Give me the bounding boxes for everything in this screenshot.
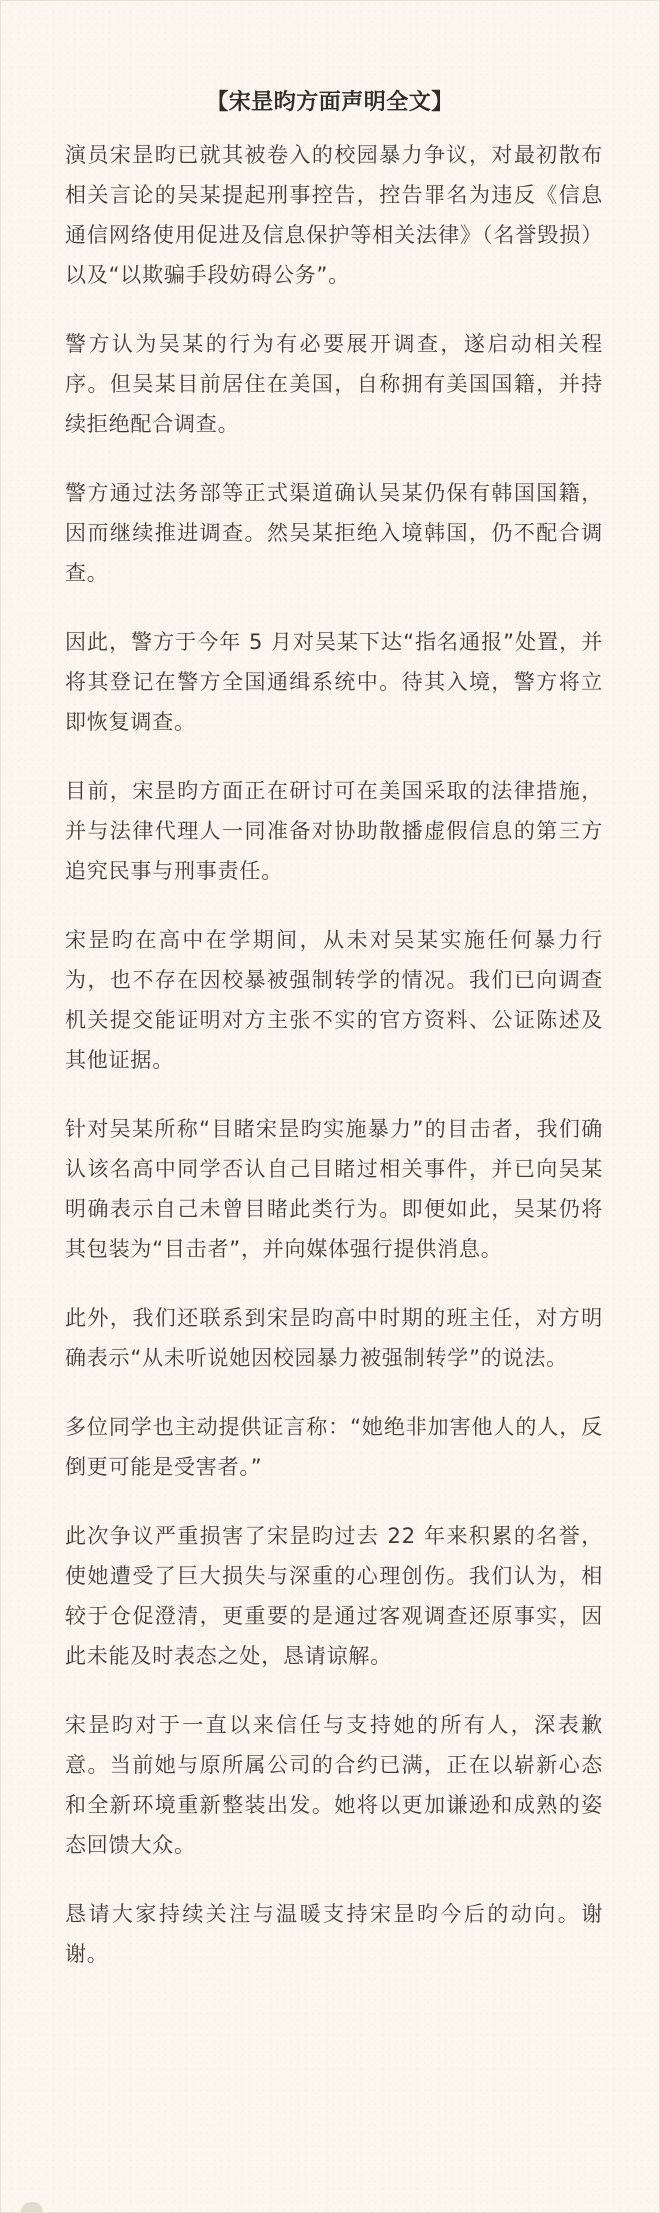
paragraph: 警方通过法务部等正式渠道确认吴某仍保有韩国国籍，因而继续推进调查。然吴某拒绝入境韩国，仍不配合调查。 [65,481,603,585]
paragraph: 警方认为吴某的行为有必要展开调查，遂启动相关程序。但吴某目前居住在美国，自称拥有美国国籍，并持续拒绝配合调查。 [65,332,603,436]
paragraph: 此外，我们还联系到宋昰昀高中时期的班主任，对方明确表示“从未听说她因校园暴力被强制转学”的说法。 [65,1306,603,1370]
statement-title: 【宋昰昀方面声明全文】 [206,90,454,115]
paragraph: 目前，宋昰昀方面正在研讨可在美国采取的法律措施，并与法律代理人一同准备对协助散播虚假信息的第三方追究民事与刑事责任。 [65,779,603,883]
paragraph: 针对吴某所称“目睹宋昰昀实施暴力”的目击者，我们确认该名高中同学否认自己目睹过相关事件，并已向吴某明确表示自己未曾目睹此类行为。即便如此，吴某仍将其包装为“目击者”，并向媒体强行提供消息。 [65,1117,603,1261]
footer-avatar-fragment [21,2202,43,2212]
paragraph: 宋昰昀在高中在学期间，从未对吴某实施任何暴力行为，也不存在因校暴被强制转学的情况。我们已向调查机关提交能证明对方主张不实的官方资料、公证陈述及其他证据。 [65,928,603,1072]
paragraph: 因此，警方于今年 5 月对吴某下达“指名通报”处置，并将其登记在警方全国通缉系统中。待其入境，警方将立即恢复调查。 [65,630,603,734]
statement-body [65,135,603,2003]
paragraph: 恳请大家持续关注与温暖支持宋昰昀今后的动向。谢谢。 [65,1902,603,1966]
paragraph: 多位同学也主动提供证言称：“她绝非加害他人的人，反倒更可能是受害者。” [65,1415,603,1479]
paragraph: 宋昰昀对于一直以来信任与支持她的所有人，深表歉意。当前她与原所属公司的合约已满，正在以崭新心态和全新环境重新整装出发。她将以更加谦逊和成熟的姿态回馈大众。 [65,1713,603,1857]
paragraph: 演员宋昰昀已就其被卷入的校园暴力争议，对最初散布相关言论的吴某提起刑事控告，控告罪名为违反《信息通信网络使用促进及信息保护等相关法律》（名誉毁损）以及“以欺骗手段妨碍公务”。 [65,143,603,287]
paragraph: 此次争议严重损害了宋昰昀过去 22 年来积累的名誉，使她遭受了巨大损失与深重的心理创伤。我们认为，相较于仓促澄清，更重要的是通过客观调查还原事实，因此未能及时表态之处，恳请谅解。 [65,1524,603,1668]
